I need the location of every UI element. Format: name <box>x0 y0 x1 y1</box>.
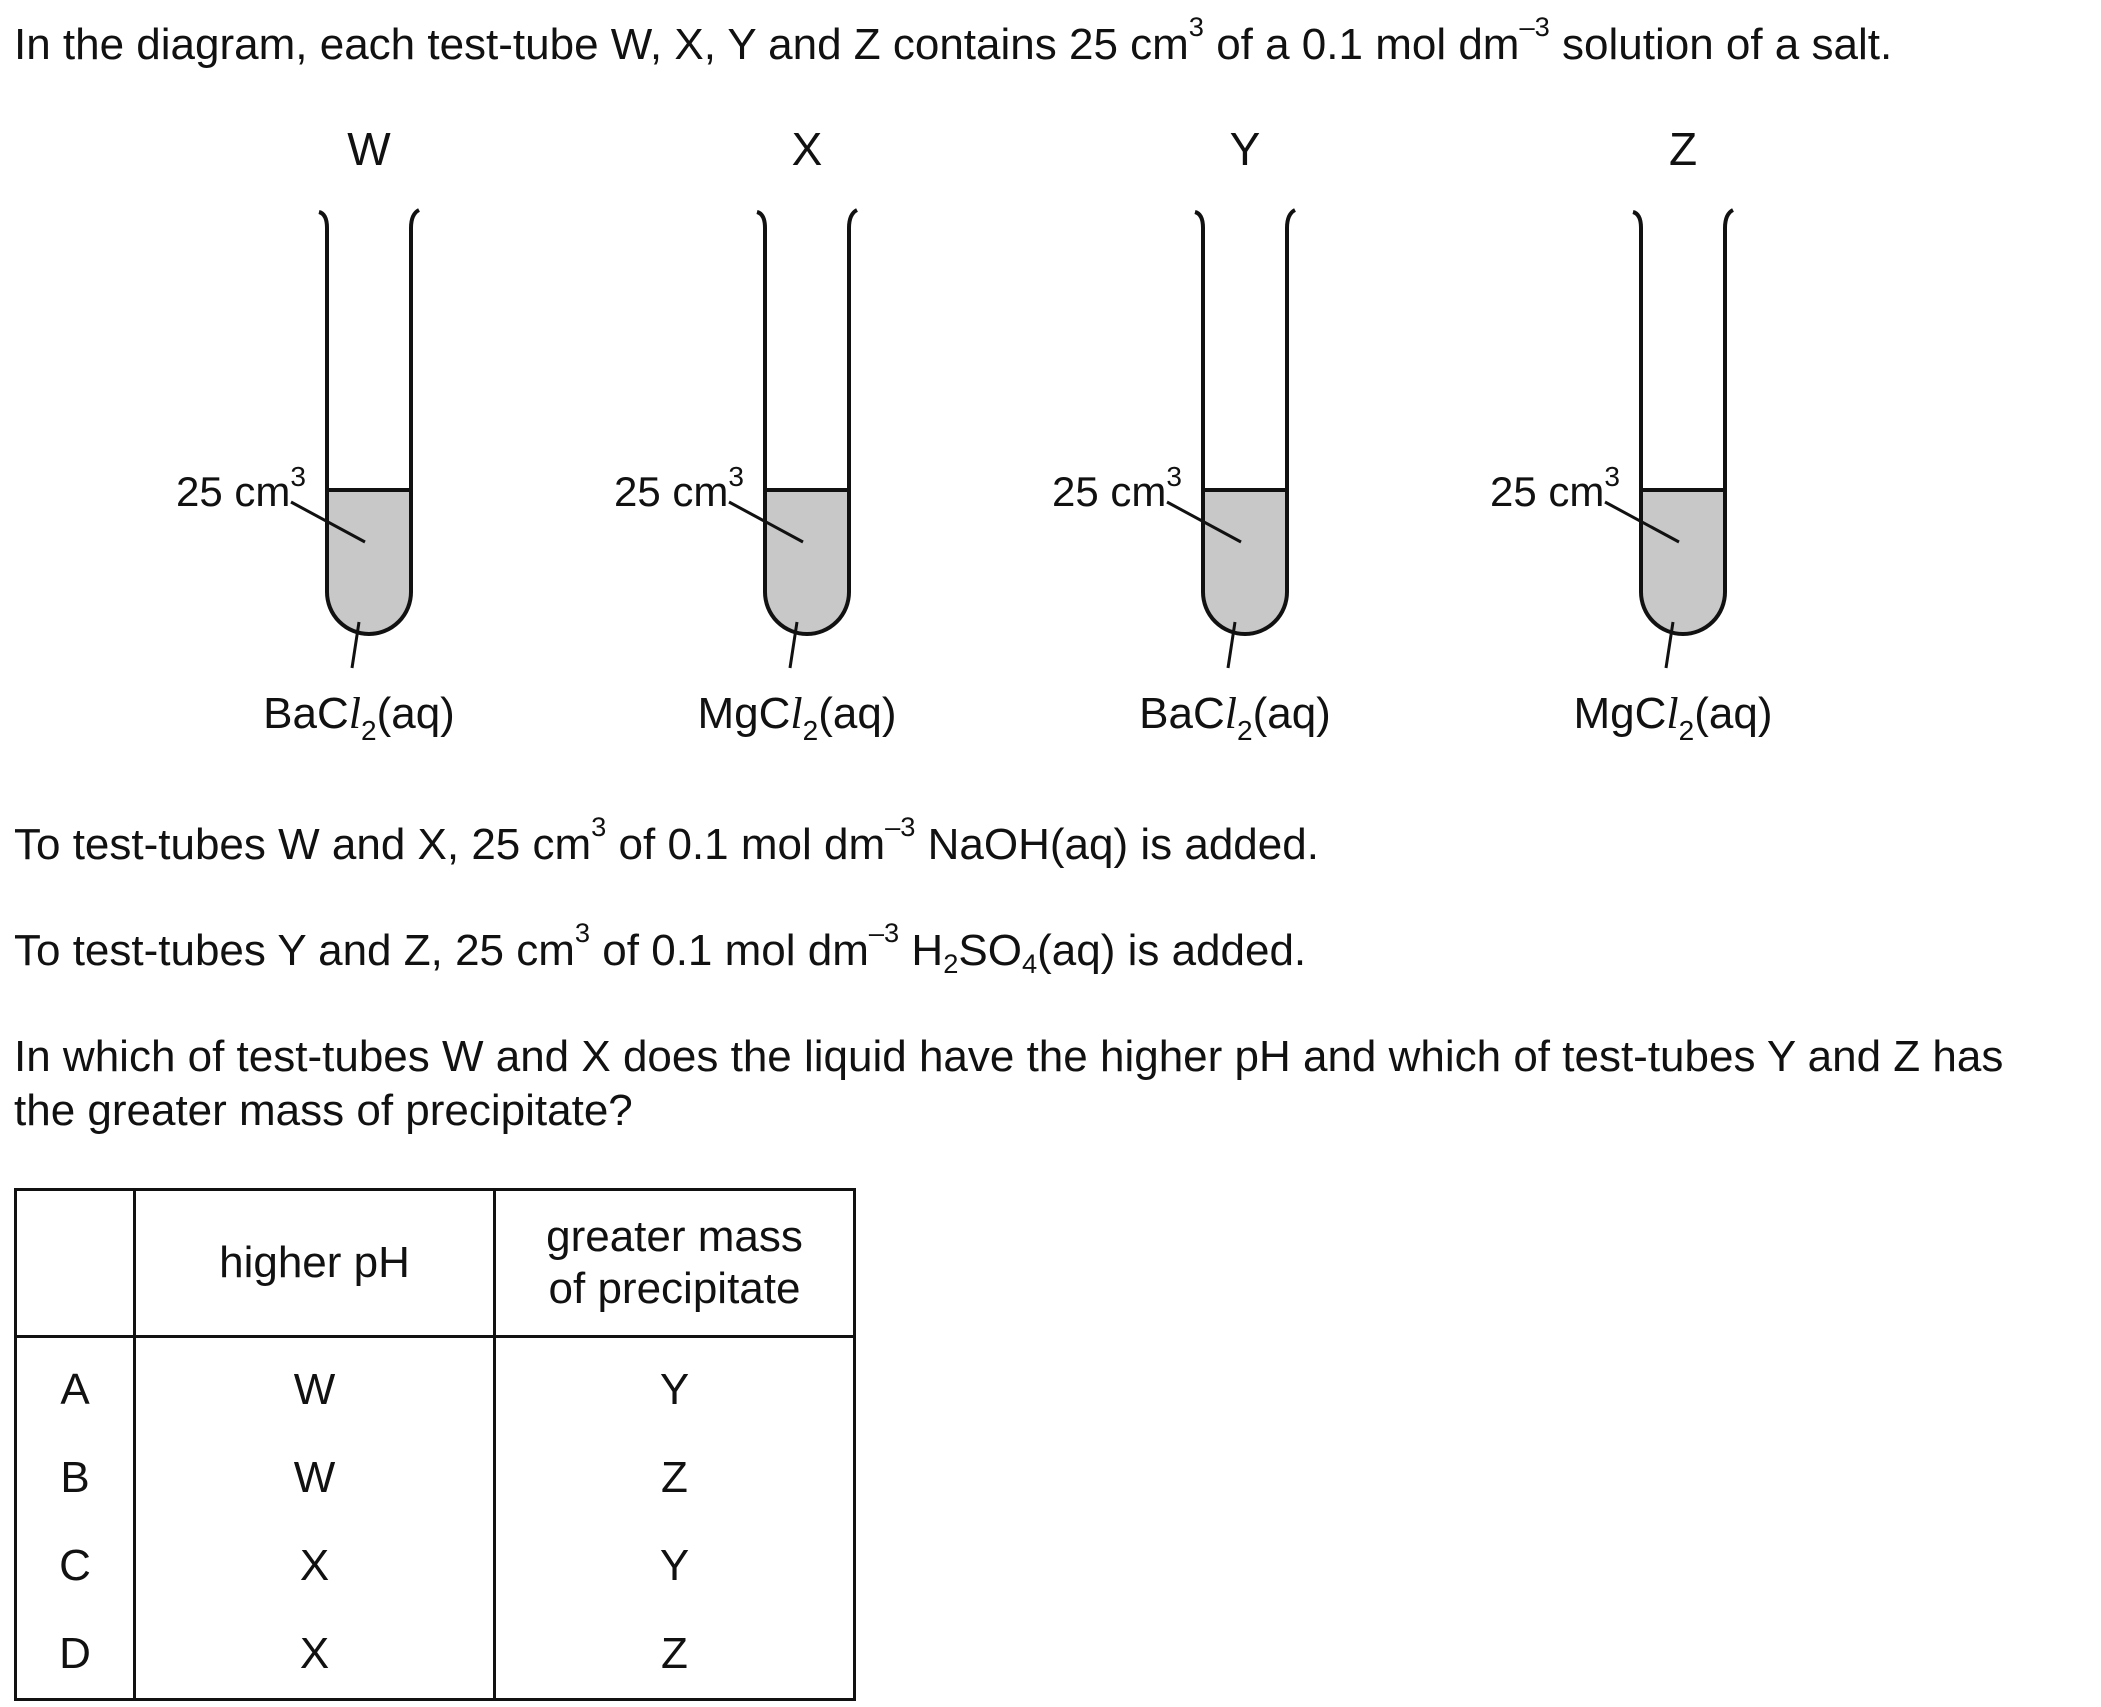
option-ph: X <box>135 1610 495 1700</box>
reagent-line-naoh: To test-tubes W and X, 25 $cm^3$ of 0.1 mol $dm^{-3}$ NaOH(aq) is added. <box>14 810 1319 869</box>
option-ph: X <box>135 1522 495 1610</box>
tube-letter: W <box>347 123 391 175</box>
option-key: D <box>16 1610 135 1700</box>
table-row[interactable] <box>16 1610 855 1700</box>
question-text: In which of test-tubes W and X does the liquid have the higher pH and which of test-tubes Y and Z has the greater mass of precipitate? <box>14 1032 2004 1135</box>
volume-label: 25 $cm^3$ <box>614 461 744 515</box>
option-mass: Y <box>495 1337 855 1435</box>
answer-table <box>14 1188 856 1701</box>
solution-label: BaCl$_2$(aq) <box>1139 689 1331 746</box>
reagent-line-h2so4: To test-tubes Y and Z, 25 $cm^3$ of 0.1 mol $dm^{-3}$ $H_2SO_4(aq)$ is added. <box>14 916 1307 980</box>
table-row[interactable] <box>16 1337 855 1435</box>
volume-label: 25 $cm^3$ <box>1490 461 1620 515</box>
option-mass: Z <box>495 1610 855 1700</box>
liquid <box>765 490 849 634</box>
table-header-higher-ph: higher pH <box>135 1190 495 1337</box>
table-row[interactable] <box>16 1522 855 1610</box>
solution-label: BaCl$_2$(aq) <box>263 689 455 746</box>
solution-label: MgCl$_2$(aq) <box>697 689 897 746</box>
tube-letter: X <box>791 123 823 175</box>
option-mass: Z <box>495 1434 855 1522</box>
volume-label: 25 $cm^3$ <box>176 461 306 515</box>
option-key: C <box>16 1522 135 1610</box>
option-key: A <box>16 1337 135 1435</box>
option-ph: W <box>135 1434 495 1522</box>
liquid <box>327 490 411 634</box>
table-row[interactable] <box>16 1434 855 1522</box>
test-tube-x <box>614 123 896 746</box>
test-tube-w <box>176 123 455 746</box>
test-tube-y <box>1052 123 1331 746</box>
table-header-greater-mass: greater mass of precipitate <box>495 1190 855 1337</box>
volume-label: 25 $cm^3$ <box>1052 461 1182 515</box>
test-tube-z <box>1490 123 1772 746</box>
liquid <box>1203 490 1287 634</box>
tube-letter: Y <box>1229 123 1261 175</box>
option-mass: Y <box>495 1522 855 1610</box>
tube-letter: Z <box>1668 123 1698 175</box>
option-ph: W <box>135 1337 495 1435</box>
solution-label: MgCl$_2$(aq) <box>1573 689 1773 746</box>
intro-text: In the diagram, each test-tube W, X, Y and Z contains 25 $cm^3$ of a 0.1 mol $dm^{-3}$ solution of a salt. <box>14 10 1893 69</box>
liquid <box>1641 490 1725 634</box>
test-tube-diagram <box>0 0 2101 760</box>
table-header-empty <box>16 1190 135 1337</box>
option-key: B <box>16 1434 135 1522</box>
